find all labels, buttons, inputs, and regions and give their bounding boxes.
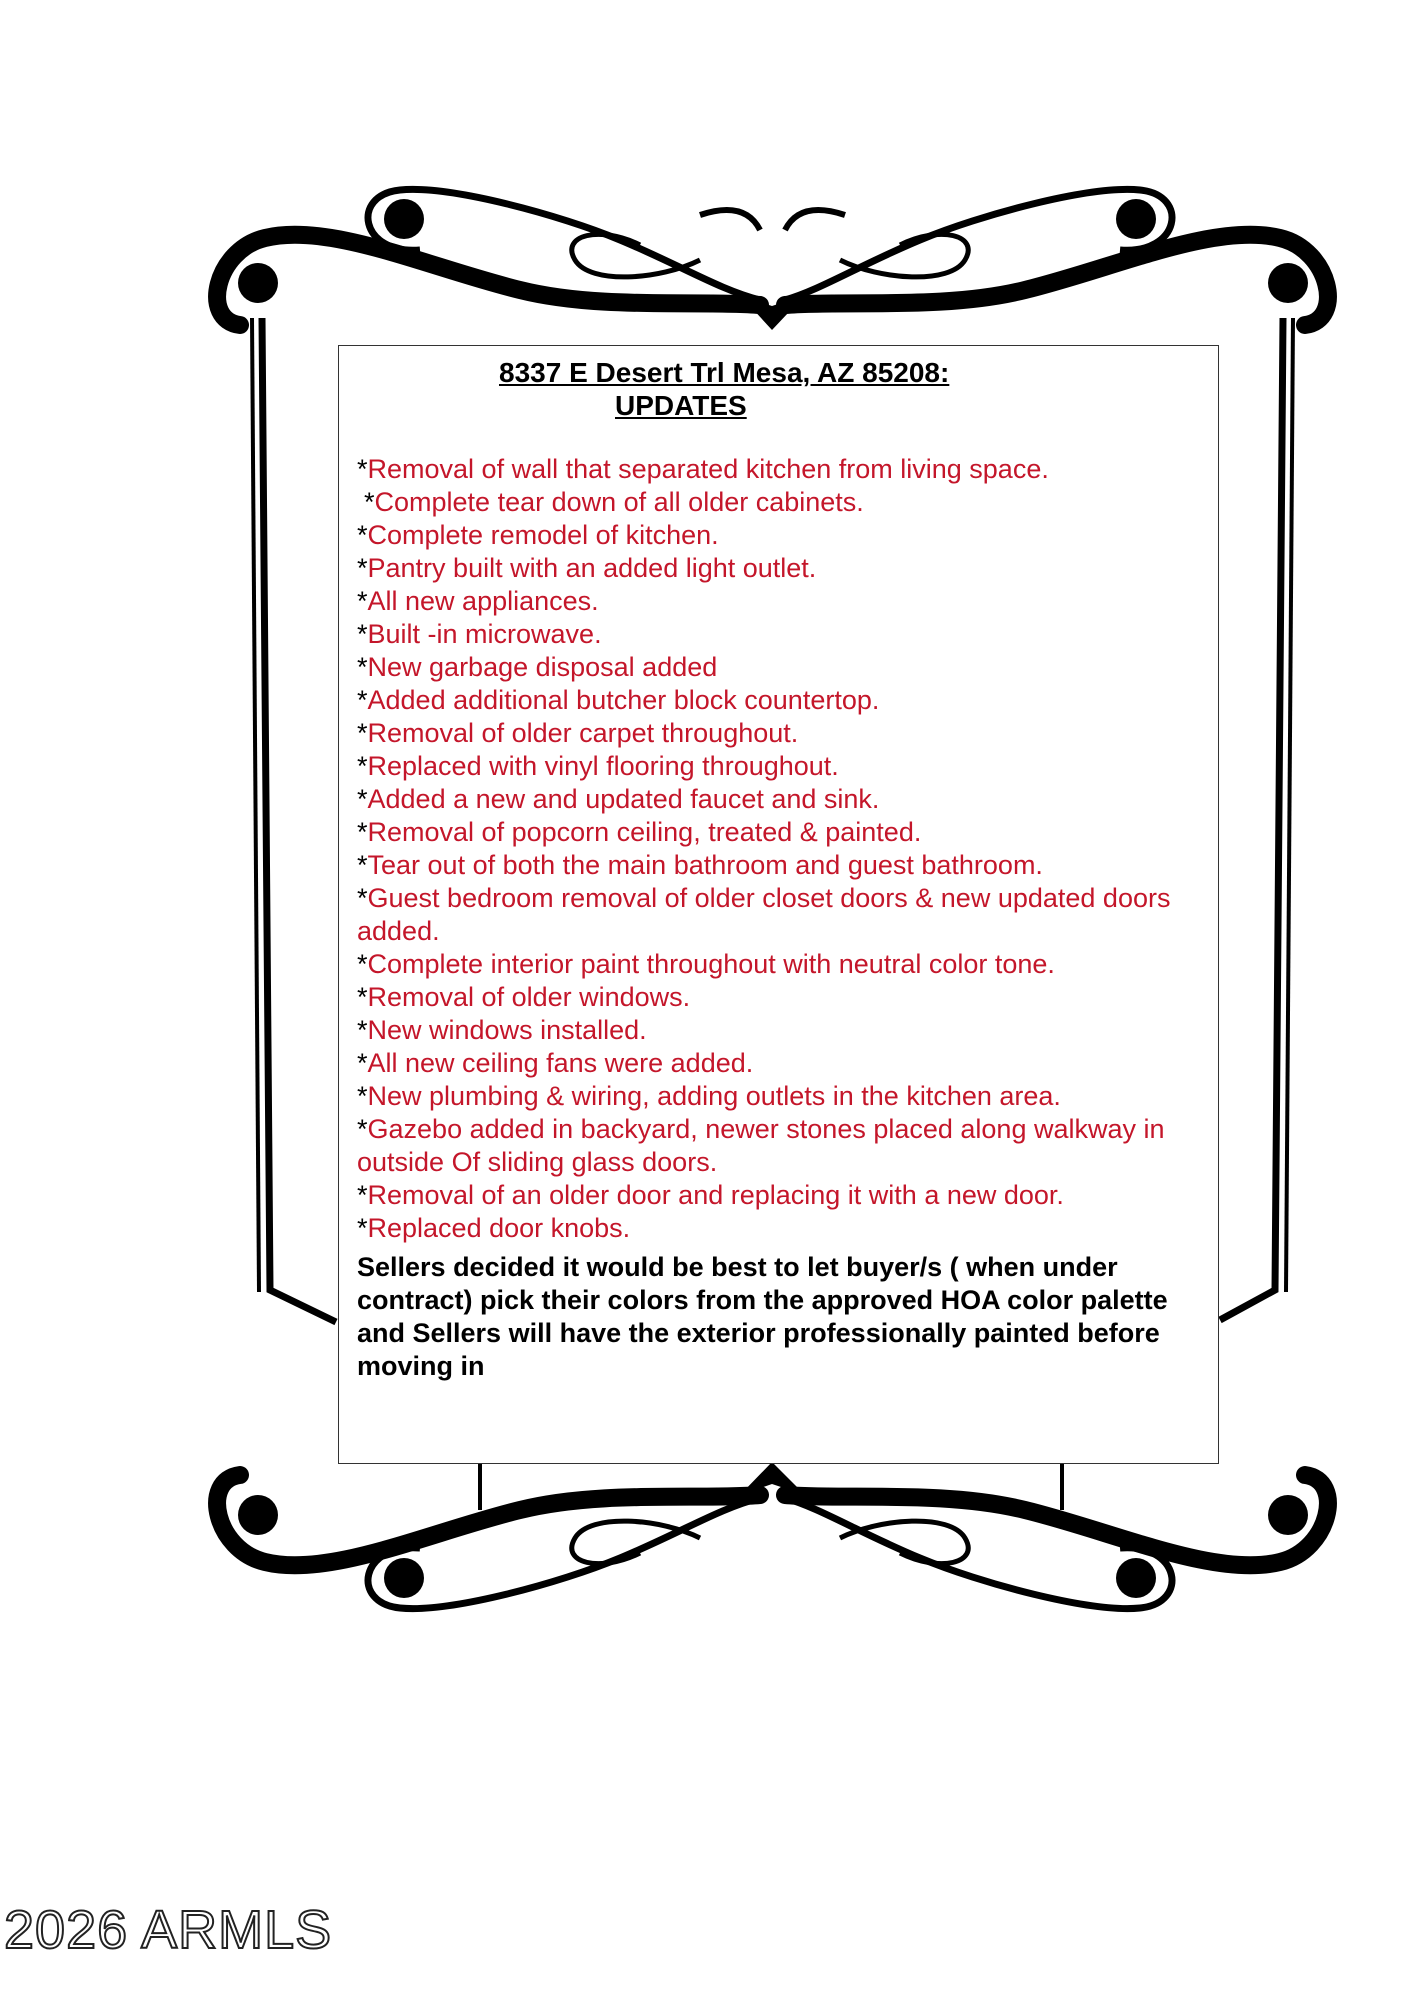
update-item [357,882,1202,948]
update-item [357,453,1202,486]
bullet-asterisk: * [357,1048,368,1078]
updates-heading: UPDATES [615,390,747,421]
update-item-text: Complete interior paint throughout with neutral color tone. [367,949,1055,979]
update-item-text: Removal of older windows. [367,982,691,1012]
updates-list [357,453,1202,1245]
update-item-text: Gazebo added in backyard, newer stones placed along walkway in outside Of sliding glass doors. [357,1114,1165,1177]
update-item-text: Removal of older carpet throughout. [367,718,799,748]
property-address-heading: 8337 E Desert Trl Mesa, AZ 85208: [499,357,950,388]
update-item-text: New plumbing & wiring, adding outlets in the kitchen area. [367,1081,1061,1111]
update-item [357,519,1202,552]
bullet-asterisk: * [357,520,368,550]
copyright-watermark: 2026 ARMLS [4,1900,333,1960]
bullet-asterisk: * [357,751,368,781]
update-item-text: Complete tear down of all older cabinets. [374,487,864,517]
bullet-asterisk: * [364,487,375,517]
bottom-scroll-ornament [217,1462,1328,1609]
bullet-asterisk: * [357,652,368,682]
update-item-text: All new appliances. [367,586,599,616]
update-item [357,1014,1202,1047]
bullet-asterisk: * [357,817,368,847]
update-item [357,948,1202,981]
update-item [357,816,1202,849]
seller-exterior-paint-note: Sellers decided it would be best to let buyer/s ( when under contract) pick their colors from the approved HOA color palette and Sellers will have the exterior professionally painted before moving in [357,1252,1168,1381]
bullet-asterisk: * [357,586,368,616]
bullet-asterisk: * [357,619,368,649]
update-item-text: All new ceiling fans were added. [367,1048,754,1078]
update-item [357,618,1202,651]
update-item [357,783,1202,816]
update-item [357,552,1202,585]
bullet-asterisk: * [357,883,368,913]
update-item [357,1080,1202,1113]
bullet-asterisk: * [357,685,368,715]
update-item [357,981,1202,1014]
update-item [357,750,1202,783]
bullet-asterisk: * [357,454,368,484]
update-item [357,1047,1202,1080]
update-item-text: Replaced door knobs. [367,1213,631,1243]
update-item [357,486,1202,519]
left-frame-rail [252,318,336,1322]
update-item [357,684,1202,717]
update-item [357,849,1202,882]
bullet-asterisk: * [357,718,368,748]
update-item-text: Removal of popcorn ceiling, treated & painted. [367,817,922,847]
update-item [357,1113,1202,1179]
update-item-text: Tear out of both the main bathroom and guest bathroom. [367,850,1043,880]
update-item-text: Pantry built with an added light outlet. [367,553,817,583]
update-item-text: New windows installed. [367,1015,647,1045]
update-item [357,1212,1202,1245]
bullet-asterisk: * [357,949,368,979]
bullet-asterisk: * [357,850,368,880]
update-item-text: Built -in microwave. [367,619,602,649]
bullet-asterisk: * [357,553,368,583]
bullet-asterisk: * [357,1114,368,1144]
update-item-text: Removal of an older door and replacing it with a new door. [367,1180,1064,1210]
updates-text-box [338,345,1219,1464]
bullet-asterisk: * [357,1213,368,1243]
top-scroll-ornament [217,189,1328,330]
right-frame-rail [1220,318,1293,1320]
bullet-asterisk: * [357,1180,368,1210]
update-item-text: Added additional butcher block countertop. [367,685,880,715]
update-item [357,1179,1202,1212]
update-item [357,717,1202,750]
update-item-text: Removal of wall that separated kitchen from living space. [367,454,1049,484]
update-item-text: Guest bedroom removal of older closet doors & new updated doors added. [357,883,1171,946]
update-item [357,651,1202,684]
bullet-asterisk: * [357,982,368,1012]
update-item-text: Added a new and updated faucet and sink. [367,784,880,814]
bullet-asterisk: * [357,1081,368,1111]
update-item-text: Replaced with vinyl flooring throughout. [367,751,839,781]
update-item [357,585,1202,618]
update-item-text: Complete remodel of kitchen. [367,520,719,550]
bullet-asterisk: * [357,1015,368,1045]
bullet-asterisk: * [357,784,368,814]
update-item-text: New garbage disposal added [367,652,718,682]
